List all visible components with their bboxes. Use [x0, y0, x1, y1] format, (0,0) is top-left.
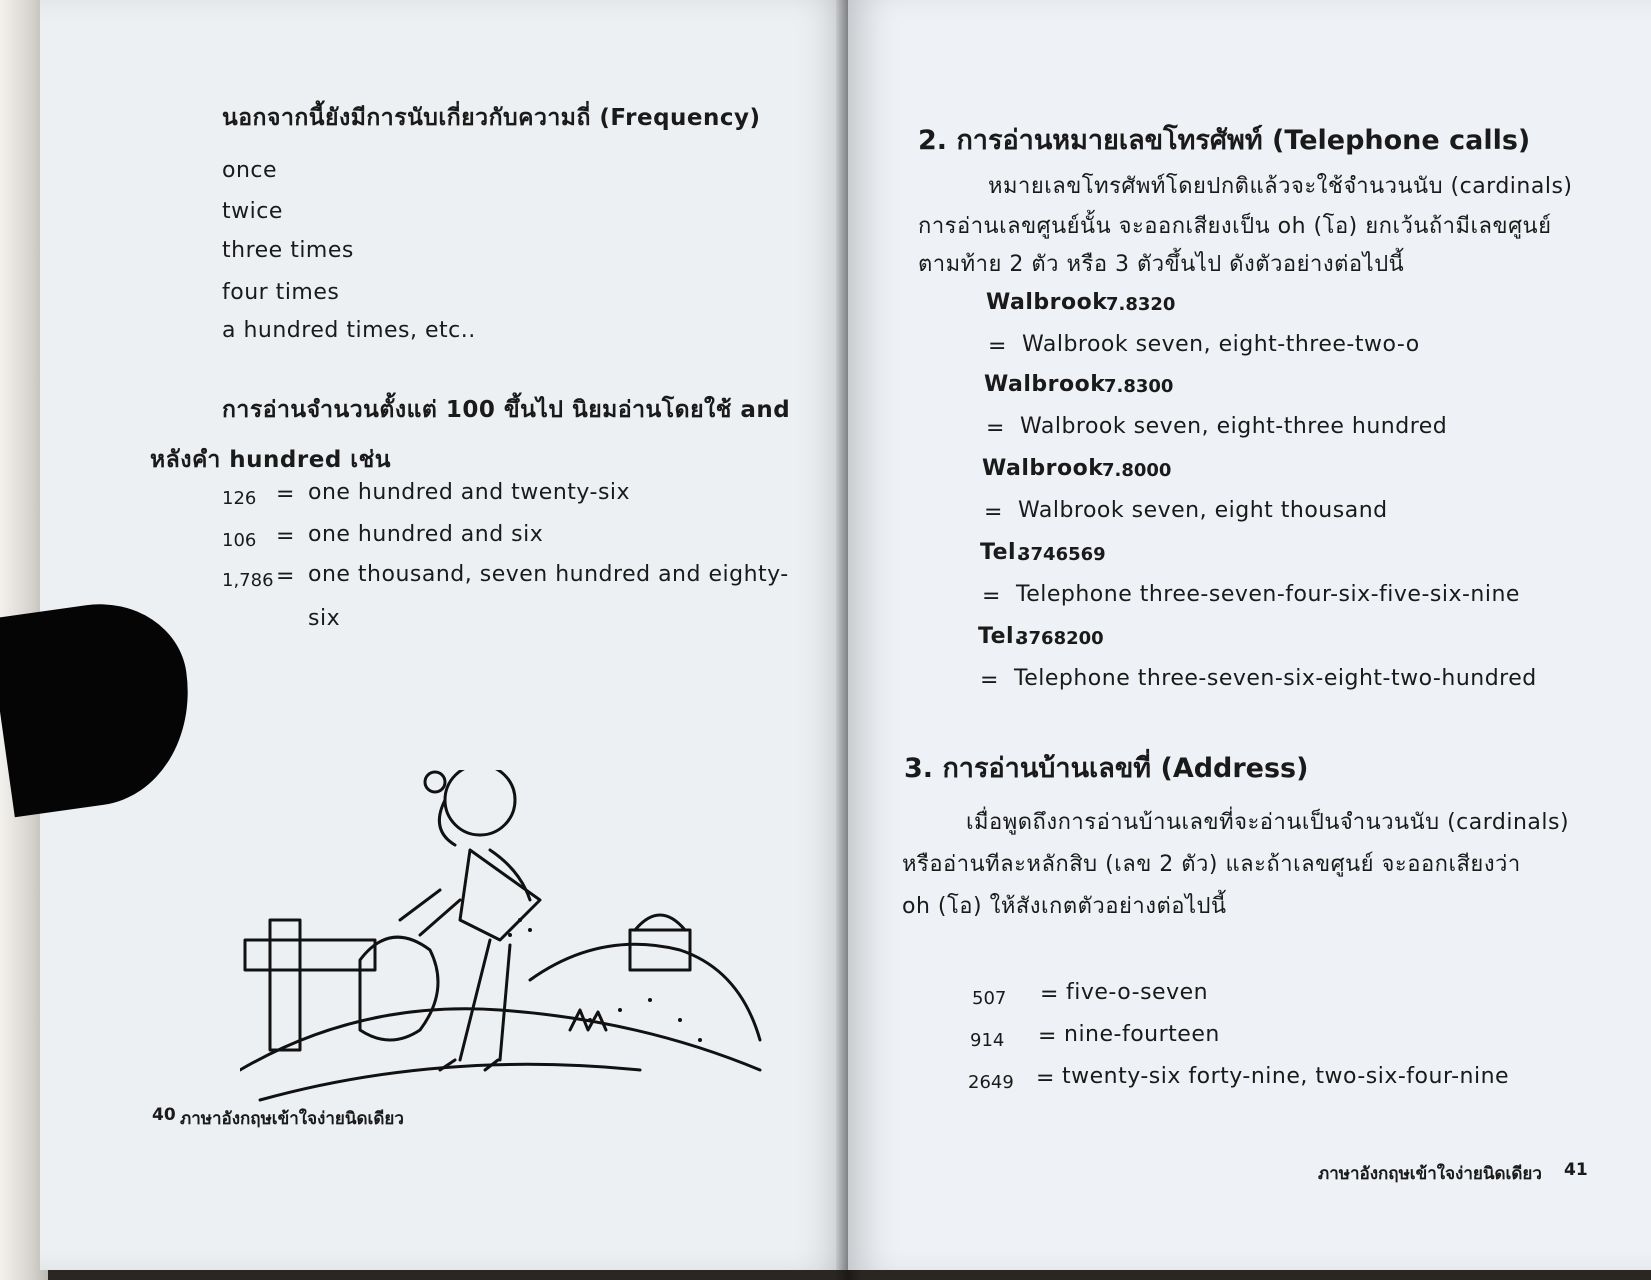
address-reading: five-o-seven: [1066, 980, 1209, 1005]
phone-label: Tel.: [978, 624, 1023, 649]
phone-reading: Telephone three-seven-six-eight-two-hundred: [1014, 666, 1537, 691]
frequency-heading: นอกจากนี้ยังมีการนับเกี่ยวกับความถี่ (Frequency): [222, 105, 761, 131]
address-reading: nine-fourteen: [1064, 1022, 1220, 1047]
phone-equals: =: [986, 416, 1005, 441]
phone-label: Walbrook: [982, 456, 1104, 481]
frequency-item: a hundred times, etc..: [222, 318, 476, 343]
right-page: [848, 0, 1651, 1270]
phone-equals: =: [988, 334, 1007, 359]
phone-label: Tel.: [980, 540, 1025, 565]
example-number: 106: [222, 530, 257, 551]
frequency-item: once: [222, 158, 278, 183]
hundred-heading-line2: หลังคำ hundred เช่น: [150, 447, 391, 473]
footer-page-number: 41: [1564, 1160, 1588, 1180]
phone-label: Walbrook: [984, 372, 1106, 397]
address-reading: twenty-six forty-nine, two-six-four-nine: [1062, 1064, 1510, 1089]
footer-book-title: ภาษาอังกฤษเข้าใจง่ายนิดเดียว: [180, 1109, 404, 1129]
phone-equals: =: [984, 500, 1003, 525]
hundred-heading-line1: การอ่านจำนวนตั้งแต่ 100 ขึ้นไป นิยมอ่านโดยใช้ and: [222, 397, 791, 423]
section3-paragraph-line: เมื่อพูดถึงการอ่านบ้านเลขที่จะอ่านเป็นจำนวนนับ (cardinals): [966, 810, 1570, 835]
example-equals: =: [276, 482, 295, 507]
phone-reading: Walbrook seven, eight-three-two-o: [1022, 332, 1420, 357]
phone-reading: Walbrook seven, eight thousand: [1018, 498, 1388, 523]
phone-number: 7.8000: [1102, 460, 1172, 481]
section2-title: 2. การอ่านหมายเลขโทรศัพท์ (Telephone calls): [918, 125, 1531, 156]
girl-gardening-illustration: [240, 770, 800, 1150]
frequency-item: four times: [222, 280, 340, 305]
phone-equals: =: [980, 668, 999, 693]
address-number: 914: [970, 1030, 1005, 1051]
example-text: one hundred and twenty-six: [308, 480, 631, 505]
address-equals: =: [1038, 1024, 1057, 1049]
address-number: 507: [972, 988, 1007, 1009]
phone-reading: Telephone three-seven-four-six-five-six-nine: [1016, 582, 1520, 607]
phone-number: 3768200: [1016, 628, 1104, 649]
frequency-item: twice: [222, 199, 283, 224]
phone-number: 3746569: [1018, 544, 1106, 565]
phone-equals: =: [982, 584, 1001, 609]
phone-label: Walbrook: [986, 290, 1108, 315]
example-text: one thousand, seven hundred and eighty-: [308, 562, 789, 587]
address-equals: =: [1036, 1066, 1055, 1091]
section2-paragraph-line: ตามท้าย 2 ตัว หรือ 3 ตัวขึ้นไป ดังตัวอย่างต่อไปนี้: [918, 252, 1405, 277]
example-number: 1,786: [222, 570, 274, 591]
section3-paragraph-line: oh (โอ) ให้สังเกตตัวอย่างต่อไปนี้: [902, 894, 1227, 919]
example-continuation: six: [308, 606, 341, 631]
example-equals: =: [276, 564, 295, 589]
section3-paragraph-line: หรืออ่านทีละหลักสิบ (เลข 2 ตัว) และถ้าเลขศูนย์ จะออกเสียงว่า: [902, 852, 1521, 877]
example-number: 126: [222, 488, 257, 509]
phone-number: 7.8300: [1104, 376, 1174, 397]
phone-number: 7.8320: [1106, 294, 1176, 315]
section3-title: 3. การอ่านบ้านเลขที่ (Address): [904, 753, 1309, 784]
address-equals: =: [1040, 982, 1059, 1007]
section2-paragraph-line: หมายเลขโทรศัพท์โดยปกติแล้วจะใช้จำนวนนับ (cardinals): [988, 174, 1573, 199]
frequency-item: three times: [222, 238, 354, 263]
section2-paragraph-line: การอ่านเลขศูนย์นั้น จะออกเสียงเป็น oh (โอ) ยกเว้นถ้ามีเลขศูนย์: [918, 214, 1552, 239]
phone-reading: Walbrook seven, eight-three hundred: [1020, 414, 1448, 439]
address-number: 2649: [968, 1072, 1014, 1093]
example-text: one hundred and six: [308, 522, 544, 547]
footer-page-number: 40: [152, 1105, 176, 1125]
footer-book-title: ภาษาอังกฤษเข้าใจง่ายนิดเดียว: [1318, 1164, 1542, 1184]
example-equals: =: [276, 524, 295, 549]
